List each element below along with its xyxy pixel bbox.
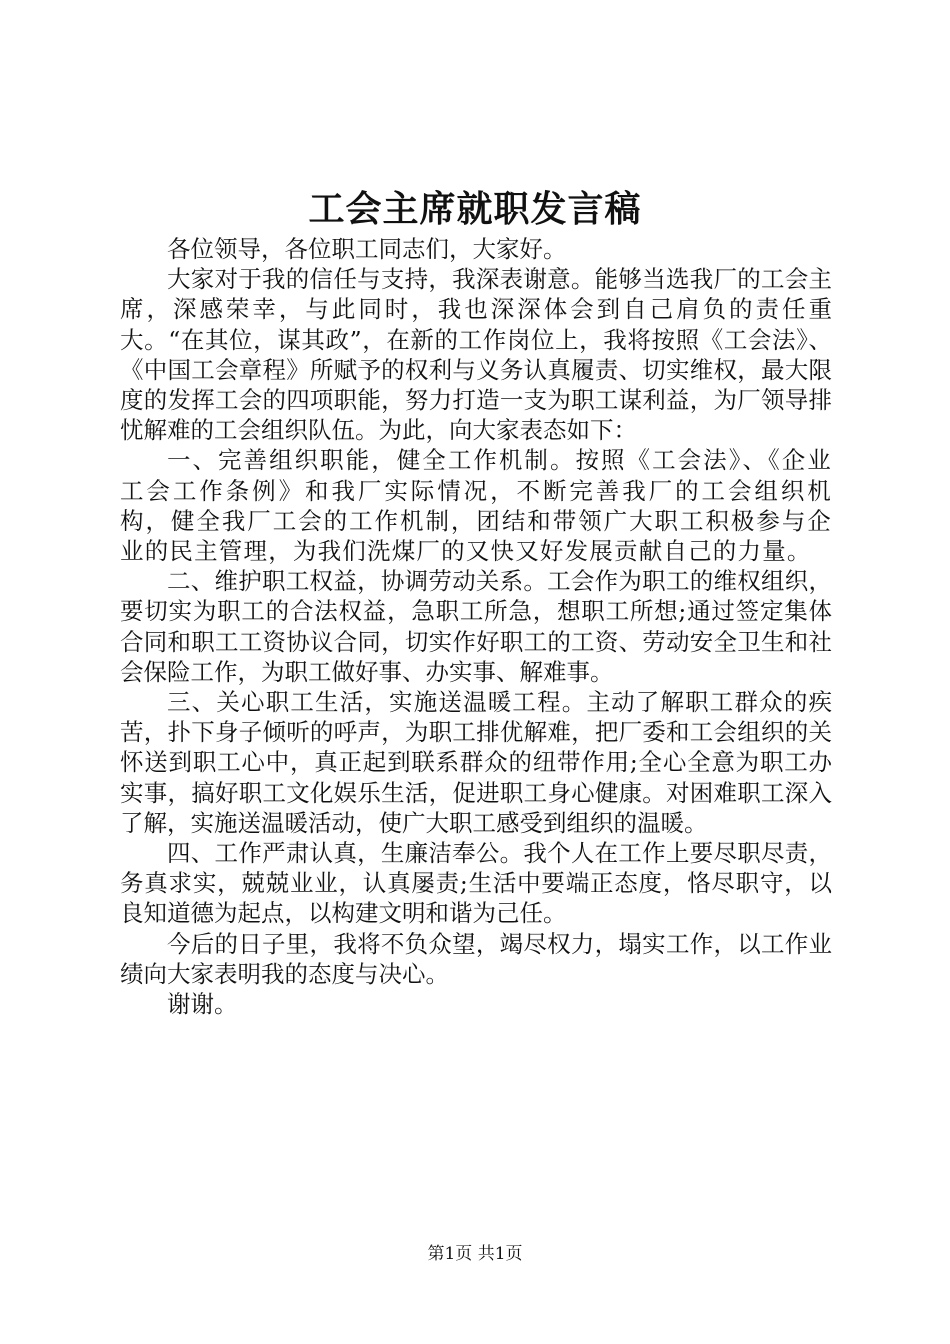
document-body [120, 234, 832, 1019]
paragraph-intro: 大家对于我的信任与支持，我深表谢意。能够当选我厂的工会主席，深感荣幸，与此同时，我也深深体会到自己肩负的责任重大。“在其位，谋其政”，在新的工作岗位上，我将按照《工会法》、《中国工会章程》所赋予的权利与义务认真履责、切实维权，最大限度的发挥工会的四项职能，努力打造一支为职工谋利益，为厂领导排忧解难的工会组织队伍。为此，向大家表态如下： [120, 265, 832, 445]
paragraph-point-3: 三、关心职工生活，实施送温暖工程。主动了解职工群众的疾苦，扑下身子倾听的呼声，为职工排优解难，把厂委和工会组织的关怀送到职工心中，真正起到联系群众的纽带作用;全心全意为职工办实事，搞好职工文化娱乐生活，促进职工身心健康。对困难职工深入了解，实施送温暖活动，使广大职工感受到组织的温暖。 [120, 688, 832, 837]
paragraph-closing: 今后的日子里，我将不负众望，竭尽权力，塌实工作，以工作业绩向大家表明我的态度与决心。 [120, 929, 832, 988]
paragraph-point-1: 一、完善组织职能，健全工作机制。按照《工会法》、《企业工会工作条例》和我厂实际情况，不断完善我厂的工会组织机构，健全我厂工会的工作机制，团结和带领广大职工积极参与企业的民主管理，为我们洗煤厂的又快又好发展贡献自己的力量。 [120, 446, 832, 566]
paragraph-greeting: 各位领导，各位职工同志们，大家好。 [167, 235, 567, 263]
page-footer: 第1页 共1页 [427, 1244, 523, 1264]
paragraph-point-4: 四、工作严肃认真，生廉洁奉公。我个人在工作上要尽职尽责，务真求实，兢兢业业，认真屡责;生活中要端正态度，恪尽职守，以良知道德为起点，以构建文明和谐为己任。 [120, 839, 832, 928]
paragraph-point-2: 二、维护职工权益，协调劳动关系。工会作为职工的维权组织，要切实为职工的合法权益，急职工所急，想职工所想;通过签定集体合同和职工工资协议合同，切实作好职工的工资、劳动安全卫生和社会保险工作，为职工做好事、办实事、解难事。 [120, 567, 832, 686]
document-title: 工会主席就职发言稿 [308, 188, 642, 230]
paragraph-thanks: 谢谢。 [167, 990, 238, 1019]
